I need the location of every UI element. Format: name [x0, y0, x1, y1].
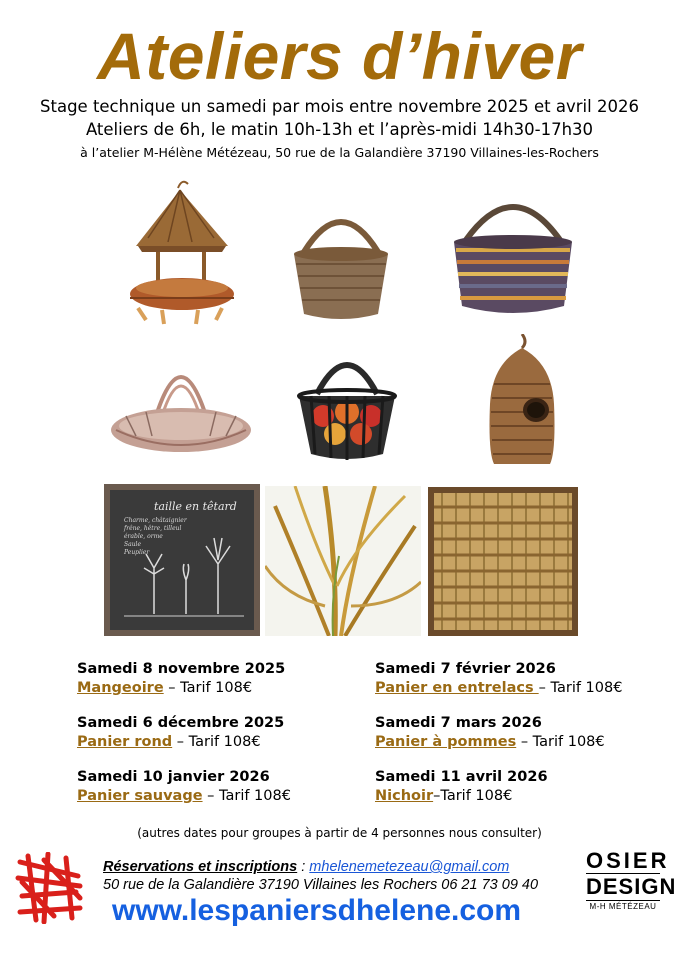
workshop-link[interactable]: Panier à pommes	[375, 734, 517, 750]
workshop-item	[375, 768, 622, 806]
group-dates-note: (autres dates pour groupes à partir de 4 personnes nous consulter)	[137, 826, 542, 840]
workshop-price: –Tarif 108€	[433, 788, 513, 804]
workshop-link[interactable]: Panier sauvage	[77, 788, 203, 804]
workshop-item	[375, 714, 622, 752]
workshop-link[interactable]: Mangeoire	[77, 680, 164, 696]
logo-line-osier: OSIER	[586, 848, 670, 873]
workshop-date: Samedi 8 novembre 2025	[77, 661, 286, 677]
workshops-left-column	[77, 660, 291, 822]
photo-woven-panel	[428, 487, 578, 636]
workshop-price: – Tarif 108€	[163, 680, 253, 696]
blackboard-line: érable, orme	[124, 533, 163, 540]
reservation-line	[103, 858, 509, 876]
blackboard-title: taille en têtard	[154, 500, 237, 513]
workshop-item	[77, 660, 291, 698]
workshop-item	[77, 714, 291, 752]
workshop-date: Samedi 11 avril 2026	[375, 769, 548, 785]
osier-design-logo	[586, 848, 677, 929]
address-phone: 50 rue de la Galandière 37190 Villaines les Rochers 06 21 73 09 40	[103, 877, 539, 893]
email-link[interactable]: mhelenemetezeau@gmail.com	[309, 859, 510, 875]
workshop-price: – Tarif 108€	[516, 734, 605, 750]
blackboard-line: Saule	[124, 541, 142, 548]
photo-round-basket	[286, 196, 396, 326]
blackboard-line: Charme, châtaignier	[124, 517, 187, 524]
subtitle-schedule: Stage technique un samedi par mois entre novembre 2025 et avril 2026	[40, 97, 639, 116]
poster-title: Ateliers d’hiver	[97, 19, 582, 93]
website-link[interactable]: www.lespaniersdhelene.com	[112, 894, 522, 927]
workshop-item	[375, 660, 622, 698]
red-weave-logo	[14, 852, 86, 924]
workshop-price: – Tarif 108€	[172, 734, 261, 750]
workshop-price: – Tarif 108€	[538, 680, 623, 696]
workshop-date: Samedi 10 janvier 2026	[77, 769, 270, 785]
reservation-colon: :	[297, 859, 310, 875]
workshop-date: Samedi 7 février 2026	[375, 661, 556, 677]
photo-willow-branches	[265, 486, 421, 636]
workshop-price: – Tarif 108€	[202, 788, 291, 804]
photo-apple-basket	[291, 342, 403, 466]
logo-line-design: DESIGN	[586, 874, 677, 899]
workshop-date: Samedi 6 décembre 2025	[77, 715, 285, 731]
workshop-date: Samedi 7 mars 2026	[375, 715, 542, 731]
logo-line-author: M-H MÉTÉZEAU	[586, 900, 660, 913]
subtitle-hours: Ateliers de 6h, le matin 10h-13h et l’après-midi 14h30-17h30	[85, 120, 594, 139]
workshop-item	[77, 768, 291, 806]
photo-oval-wild-basket	[106, 346, 256, 468]
workshops-right-column	[375, 660, 622, 822]
workshop-link[interactable]: Panier rond	[77, 734, 173, 750]
subtitle-address: à l’atelier M-Hélène Métézeau, 50 rue de la Galandière 37190 Villaines-les-Rochers	[80, 145, 599, 160]
blackboard-line: frêne, hêtre, tilleul	[124, 525, 182, 532]
photo-birdhouse-nest	[480, 334, 564, 472]
workshop-link[interactable]: Panier en entrelacs	[375, 680, 539, 696]
reservation-label: Réservations et inscriptions	[103, 859, 298, 875]
photo-blackboard	[104, 484, 260, 636]
workshop-link[interactable]: Nichoir	[375, 788, 434, 804]
photo-bird-feeder	[118, 176, 246, 334]
blackboard-line: Peuplier	[124, 549, 150, 556]
photo-colored-basket	[448, 188, 578, 326]
